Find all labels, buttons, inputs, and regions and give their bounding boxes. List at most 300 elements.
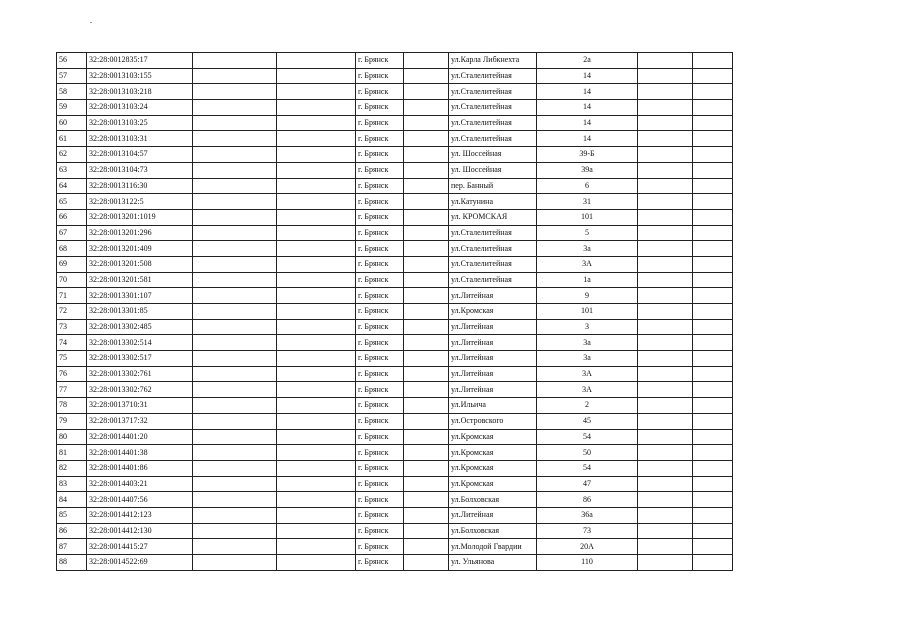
empty-cell <box>638 555 693 571</box>
empty-cell <box>638 147 693 163</box>
house-number-cell: 14 <box>537 68 638 84</box>
table-row <box>57 429 778 445</box>
empty-cell <box>277 84 356 100</box>
row-number-cell: 71 <box>57 288 87 304</box>
row-number-cell: 70 <box>57 272 87 288</box>
empty-cell <box>193 68 277 84</box>
cadastral-number-cell: 32:28:0013103:24 <box>87 100 193 116</box>
empty-cell <box>693 68 733 84</box>
empty-cell <box>404 147 449 163</box>
house-number-cell: 20А <box>537 539 638 555</box>
street-cell: ул.Кромская <box>449 476 537 492</box>
house-number-cell: 31 <box>537 194 638 210</box>
city-cell: г. Брянск <box>356 100 404 116</box>
cadastral-number-cell: 32:28:0014412:123 <box>87 507 193 523</box>
empty-cell <box>193 131 277 147</box>
empty-cell <box>693 507 733 523</box>
table-row <box>57 319 778 335</box>
empty-cell <box>404 241 449 257</box>
city-cell: г. Брянск <box>356 272 404 288</box>
row-number-cell: 88 <box>57 555 87 571</box>
cadastral-number-cell: 32:28:0013710:31 <box>87 398 193 414</box>
empty-cell <box>277 445 356 461</box>
cadastral-number-cell: 32:28:0013302:517 <box>87 351 193 367</box>
cadastral-number-cell: 32:28:0013201:508 <box>87 256 193 272</box>
empty-cell <box>638 398 693 414</box>
city-cell: г. Брянск <box>356 351 404 367</box>
table-row <box>57 131 778 147</box>
house-number-cell: 110 <box>537 555 638 571</box>
house-number-cell: 3А <box>537 382 638 398</box>
house-number-cell: 39-Б <box>537 147 638 163</box>
city-cell: г. Брянск <box>356 178 404 194</box>
empty-cell <box>404 398 449 414</box>
empty-cell <box>277 351 356 367</box>
city-cell: г. Брянск <box>356 492 404 508</box>
row-number-cell: 62 <box>57 147 87 163</box>
house-number-cell: 5 <box>537 225 638 241</box>
row-number-cell: 86 <box>57 523 87 539</box>
empty-cell <box>404 351 449 367</box>
empty-cell <box>638 366 693 382</box>
empty-cell <box>638 319 693 335</box>
street-cell: ул. Шоссейная <box>449 147 537 163</box>
empty-cell <box>277 131 356 147</box>
empty-cell <box>638 335 693 351</box>
house-number-cell: 3а <box>537 241 638 257</box>
empty-cell <box>277 147 356 163</box>
street-cell: ул.Карла Либкнехта <box>449 53 537 69</box>
empty-cell <box>193 523 277 539</box>
empty-cell <box>693 398 733 414</box>
table-row <box>57 445 778 461</box>
empty-cell <box>404 366 449 382</box>
city-cell: г. Брянск <box>356 241 404 257</box>
table-row <box>57 288 778 304</box>
street-cell: ул.Сталелитейная <box>449 256 537 272</box>
empty-cell <box>404 507 449 523</box>
empty-cell <box>404 209 449 225</box>
empty-cell <box>193 319 277 335</box>
street-cell: ул. Шоссейная <box>449 162 537 178</box>
empty-cell <box>404 68 449 84</box>
empty-cell <box>638 304 693 320</box>
empty-cell <box>277 241 356 257</box>
table-row <box>57 100 778 116</box>
city-cell: г. Брянск <box>356 209 404 225</box>
empty-cell <box>193 492 277 508</box>
empty-cell <box>638 241 693 257</box>
table-row <box>57 178 778 194</box>
city-cell: г. Брянск <box>356 304 404 320</box>
street-cell: ул.Сталелитейная <box>449 225 537 241</box>
empty-cell <box>638 507 693 523</box>
table-row <box>57 382 778 398</box>
empty-cell <box>693 304 733 320</box>
scan-speck <box>90 22 92 23</box>
city-cell: г. Брянск <box>356 147 404 163</box>
street-cell: ул.Кромская <box>449 445 537 461</box>
city-cell: г. Брянск <box>356 115 404 131</box>
empty-cell <box>638 445 693 461</box>
row-number-cell: 75 <box>57 351 87 367</box>
empty-cell <box>277 507 356 523</box>
cadastral-number-cell: 32:28:0013201:1019 <box>87 209 193 225</box>
city-cell: г. Брянск <box>356 366 404 382</box>
row-number-cell: 82 <box>57 460 87 476</box>
empty-cell <box>193 256 277 272</box>
street-cell: ул.Болховская <box>449 523 537 539</box>
house-number-cell: 101 <box>537 209 638 225</box>
table-row <box>57 68 778 84</box>
empty-cell <box>693 272 733 288</box>
empty-cell <box>193 445 277 461</box>
cadastral-number-cell: 32:28:0013201:296 <box>87 225 193 241</box>
row-number-cell: 85 <box>57 507 87 523</box>
empty-cell <box>404 304 449 320</box>
table-row <box>57 115 778 131</box>
empty-cell <box>404 555 449 571</box>
empty-cell <box>193 288 277 304</box>
empty-cell <box>693 351 733 367</box>
empty-cell <box>638 115 693 131</box>
empty-cell <box>404 162 449 178</box>
table-row <box>57 53 778 69</box>
empty-cell <box>693 225 733 241</box>
table-body <box>57 53 778 571</box>
table-row <box>57 272 778 288</box>
empty-cell <box>638 351 693 367</box>
cadastral-number-cell: 32:28:0013302:485 <box>87 319 193 335</box>
empty-cell <box>404 256 449 272</box>
empty-cell <box>693 413 733 429</box>
empty-cell <box>277 319 356 335</box>
cadastral-number-cell: 32:28:0014522:69 <box>87 555 193 571</box>
row-number-cell: 74 <box>57 335 87 351</box>
street-cell: ул.Молодой Гвардии <box>449 539 537 555</box>
empty-cell <box>693 539 733 555</box>
empty-cell <box>277 539 356 555</box>
empty-cell <box>277 209 356 225</box>
empty-cell <box>638 84 693 100</box>
city-cell: г. Брянск <box>356 413 404 429</box>
empty-cell <box>277 178 356 194</box>
empty-cell <box>693 147 733 163</box>
empty-cell <box>193 335 277 351</box>
empty-cell <box>404 429 449 445</box>
empty-cell <box>404 539 449 555</box>
empty-cell <box>193 53 277 69</box>
table-row <box>57 241 778 257</box>
street-cell: ул.Сталелитейная <box>449 115 537 131</box>
street-cell: ул.Литейная <box>449 335 537 351</box>
house-number-cell: 47 <box>537 476 638 492</box>
empty-cell <box>638 225 693 241</box>
table-row <box>57 256 778 272</box>
empty-cell <box>277 194 356 210</box>
cadastral-number-cell: 32:28:0013301:85 <box>87 304 193 320</box>
table-row <box>57 351 778 367</box>
street-cell: ул.Сталелитейная <box>449 272 537 288</box>
row-number-cell: 76 <box>57 366 87 382</box>
table-row <box>57 304 778 320</box>
street-cell: ул.Островского <box>449 413 537 429</box>
empty-cell <box>638 209 693 225</box>
house-number-cell: 2 <box>537 398 638 414</box>
empty-cell <box>404 178 449 194</box>
empty-cell <box>693 476 733 492</box>
empty-cell <box>193 429 277 445</box>
empty-cell <box>693 162 733 178</box>
street-cell: ул.Сталелитейная <box>449 100 537 116</box>
city-cell: г. Брянск <box>356 53 404 69</box>
house-number-cell: 3а <box>537 351 638 367</box>
empty-cell <box>693 429 733 445</box>
table-row <box>57 194 778 210</box>
empty-cell <box>277 162 356 178</box>
empty-cell <box>277 256 356 272</box>
empty-cell <box>638 131 693 147</box>
street-cell: ул.Болховская <box>449 492 537 508</box>
house-number-cell: 3А <box>537 256 638 272</box>
cadastral-number-cell: 32:28:0013103:155 <box>87 68 193 84</box>
empty-cell <box>193 100 277 116</box>
row-number-cell: 63 <box>57 162 87 178</box>
row-number-cell: 69 <box>57 256 87 272</box>
street-cell: ул. КРОМСКАЯ <box>449 209 537 225</box>
table-row <box>57 555 778 571</box>
table-row <box>57 225 778 241</box>
house-number-cell: 9 <box>537 288 638 304</box>
street-cell: ул.Литейная <box>449 507 537 523</box>
empty-cell <box>693 492 733 508</box>
empty-cell <box>193 115 277 131</box>
empty-cell <box>638 194 693 210</box>
house-number-cell: 14 <box>537 84 638 100</box>
empty-cell <box>193 351 277 367</box>
empty-cell <box>277 68 356 84</box>
street-cell: ул.Кромская <box>449 429 537 445</box>
empty-cell <box>693 319 733 335</box>
empty-cell <box>638 429 693 445</box>
empty-cell <box>693 131 733 147</box>
city-cell: г. Брянск <box>356 460 404 476</box>
row-number-cell: 72 <box>57 304 87 320</box>
table-row <box>57 476 778 492</box>
empty-cell <box>193 162 277 178</box>
empty-cell <box>404 445 449 461</box>
empty-cell <box>638 100 693 116</box>
empty-cell <box>404 225 449 241</box>
city-cell: г. Брянск <box>356 398 404 414</box>
empty-cell <box>404 476 449 492</box>
city-cell: г. Брянск <box>356 225 404 241</box>
empty-cell <box>638 523 693 539</box>
empty-cell <box>277 335 356 351</box>
row-number-cell: 81 <box>57 445 87 461</box>
table-row <box>57 335 778 351</box>
cadastral-number-cell: 32:28:0014407:56 <box>87 492 193 508</box>
row-number-cell: 64 <box>57 178 87 194</box>
cadastral-number-cell: 32:28:0013302:761 <box>87 366 193 382</box>
empty-cell <box>693 241 733 257</box>
empty-cell <box>277 460 356 476</box>
cadastral-number-cell: 32:28:0013103:31 <box>87 131 193 147</box>
street-cell: ул.Сталелитейная <box>449 68 537 84</box>
empty-cell <box>404 131 449 147</box>
city-cell: г. Брянск <box>356 288 404 304</box>
cadastral-number-cell: 32:28:0013103:218 <box>87 84 193 100</box>
street-cell: ул.Ильича <box>449 398 537 414</box>
empty-cell <box>277 272 356 288</box>
empty-cell <box>277 492 356 508</box>
street-cell: ул.Сталелитейная <box>449 241 537 257</box>
cadastral-number-cell: 32:28:0014401:38 <box>87 445 193 461</box>
table-row <box>57 366 778 382</box>
empty-cell <box>193 382 277 398</box>
row-number-cell: 79 <box>57 413 87 429</box>
empty-cell <box>638 382 693 398</box>
city-cell: г. Брянск <box>356 319 404 335</box>
empty-cell <box>638 492 693 508</box>
city-cell: г. Брянск <box>356 68 404 84</box>
row-number-cell: 77 <box>57 382 87 398</box>
city-cell: г. Брянск <box>356 555 404 571</box>
house-number-cell: 14 <box>537 100 638 116</box>
cadastral-number-cell: 32:28:0013103:25 <box>87 115 193 131</box>
empty-cell <box>193 555 277 571</box>
empty-cell <box>193 225 277 241</box>
cadastral-number-cell: 32:28:0013302:514 <box>87 335 193 351</box>
empty-cell <box>693 256 733 272</box>
house-number-cell: 3А <box>537 366 638 382</box>
table-row <box>57 539 778 555</box>
empty-cell <box>277 53 356 69</box>
cadastral-number-cell: 32:28:0014401:86 <box>87 460 193 476</box>
row-number-cell: 56 <box>57 53 87 69</box>
empty-cell <box>277 100 356 116</box>
cadastral-number-cell: 32:28:0013104:57 <box>87 147 193 163</box>
street-cell: ул. Ульянова <box>449 555 537 571</box>
row-number-cell: 87 <box>57 539 87 555</box>
empty-cell <box>638 256 693 272</box>
cadastral-number-cell: 32:28:0013717:32 <box>87 413 193 429</box>
house-number-cell: 36а <box>537 507 638 523</box>
house-number-cell: 14 <box>537 131 638 147</box>
row-number-cell: 60 <box>57 115 87 131</box>
city-cell: г. Брянск <box>356 523 404 539</box>
table-row <box>57 413 778 429</box>
table-row <box>57 209 778 225</box>
empty-cell <box>693 209 733 225</box>
street-cell: ул.Литейная <box>449 288 537 304</box>
house-number-cell: 1а <box>537 272 638 288</box>
empty-cell <box>693 460 733 476</box>
cadastral-number-cell: 32:28:0013104:73 <box>87 162 193 178</box>
street-cell: ул.Литейная <box>449 366 537 382</box>
empty-cell <box>193 366 277 382</box>
row-number-cell: 66 <box>57 209 87 225</box>
empty-cell <box>404 460 449 476</box>
empty-cell <box>277 413 356 429</box>
row-number-cell: 68 <box>57 241 87 257</box>
empty-cell <box>404 53 449 69</box>
city-cell: г. Брянск <box>356 507 404 523</box>
row-number-cell: 73 <box>57 319 87 335</box>
house-number-cell: 14 <box>537 115 638 131</box>
street-cell: ул.Катунина <box>449 194 537 210</box>
empty-cell <box>193 84 277 100</box>
table-row <box>57 460 778 476</box>
empty-cell <box>693 445 733 461</box>
empty-cell <box>404 335 449 351</box>
empty-cell <box>193 539 277 555</box>
empty-cell <box>693 335 733 351</box>
empty-cell <box>693 382 733 398</box>
row-number-cell: 78 <box>57 398 87 414</box>
street-cell: ул.Кромская <box>449 304 537 320</box>
street-cell: ул.Сталелитейная <box>449 131 537 147</box>
row-number-cell: 57 <box>57 68 87 84</box>
empty-cell <box>693 194 733 210</box>
empty-cell <box>404 382 449 398</box>
empty-cell <box>404 272 449 288</box>
city-cell: г. Брянск <box>356 445 404 461</box>
cadastral-number-cell: 32:28:0014401:20 <box>87 429 193 445</box>
house-number-cell: 50 <box>537 445 638 461</box>
empty-cell <box>193 507 277 523</box>
row-number-cell: 80 <box>57 429 87 445</box>
row-number-cell: 65 <box>57 194 87 210</box>
table-row <box>57 147 778 163</box>
cadastral-number-cell: 32:28:0013122:5 <box>87 194 193 210</box>
cadastral-number-cell: 32:28:0014403:21 <box>87 476 193 492</box>
cadastral-number-cell: 32:28:0012835:17 <box>87 53 193 69</box>
empty-cell <box>638 288 693 304</box>
cadastral-number-cell: 32:28:0013201:409 <box>87 241 193 257</box>
empty-cell <box>693 84 733 100</box>
street-cell: ул.Литейная <box>449 382 537 398</box>
row-number-cell: 83 <box>57 476 87 492</box>
empty-cell <box>277 523 356 539</box>
table-row <box>57 398 778 414</box>
cadastral-number-cell: 32:28:0013116:30 <box>87 178 193 194</box>
row-number-cell: 84 <box>57 492 87 508</box>
table-row <box>57 523 778 539</box>
empty-cell <box>277 304 356 320</box>
empty-cell <box>638 53 693 69</box>
empty-cell <box>193 476 277 492</box>
empty-cell <box>638 460 693 476</box>
street-cell: пер. Банный <box>449 178 537 194</box>
empty-cell <box>404 492 449 508</box>
row-number-cell: 67 <box>57 225 87 241</box>
empty-cell <box>193 398 277 414</box>
empty-cell <box>193 147 277 163</box>
empty-cell <box>638 539 693 555</box>
city-cell: г. Брянск <box>356 162 404 178</box>
street-cell: ул.Сталелитейная <box>449 84 537 100</box>
empty-cell <box>193 194 277 210</box>
empty-cell <box>404 319 449 335</box>
empty-cell <box>693 53 733 69</box>
empty-cell <box>693 523 733 539</box>
empty-cell <box>638 272 693 288</box>
cadastral-number-cell: 32:28:0013201:581 <box>87 272 193 288</box>
house-number-cell: 39а <box>537 162 638 178</box>
city-cell: г. Брянск <box>356 256 404 272</box>
empty-cell <box>277 225 356 241</box>
